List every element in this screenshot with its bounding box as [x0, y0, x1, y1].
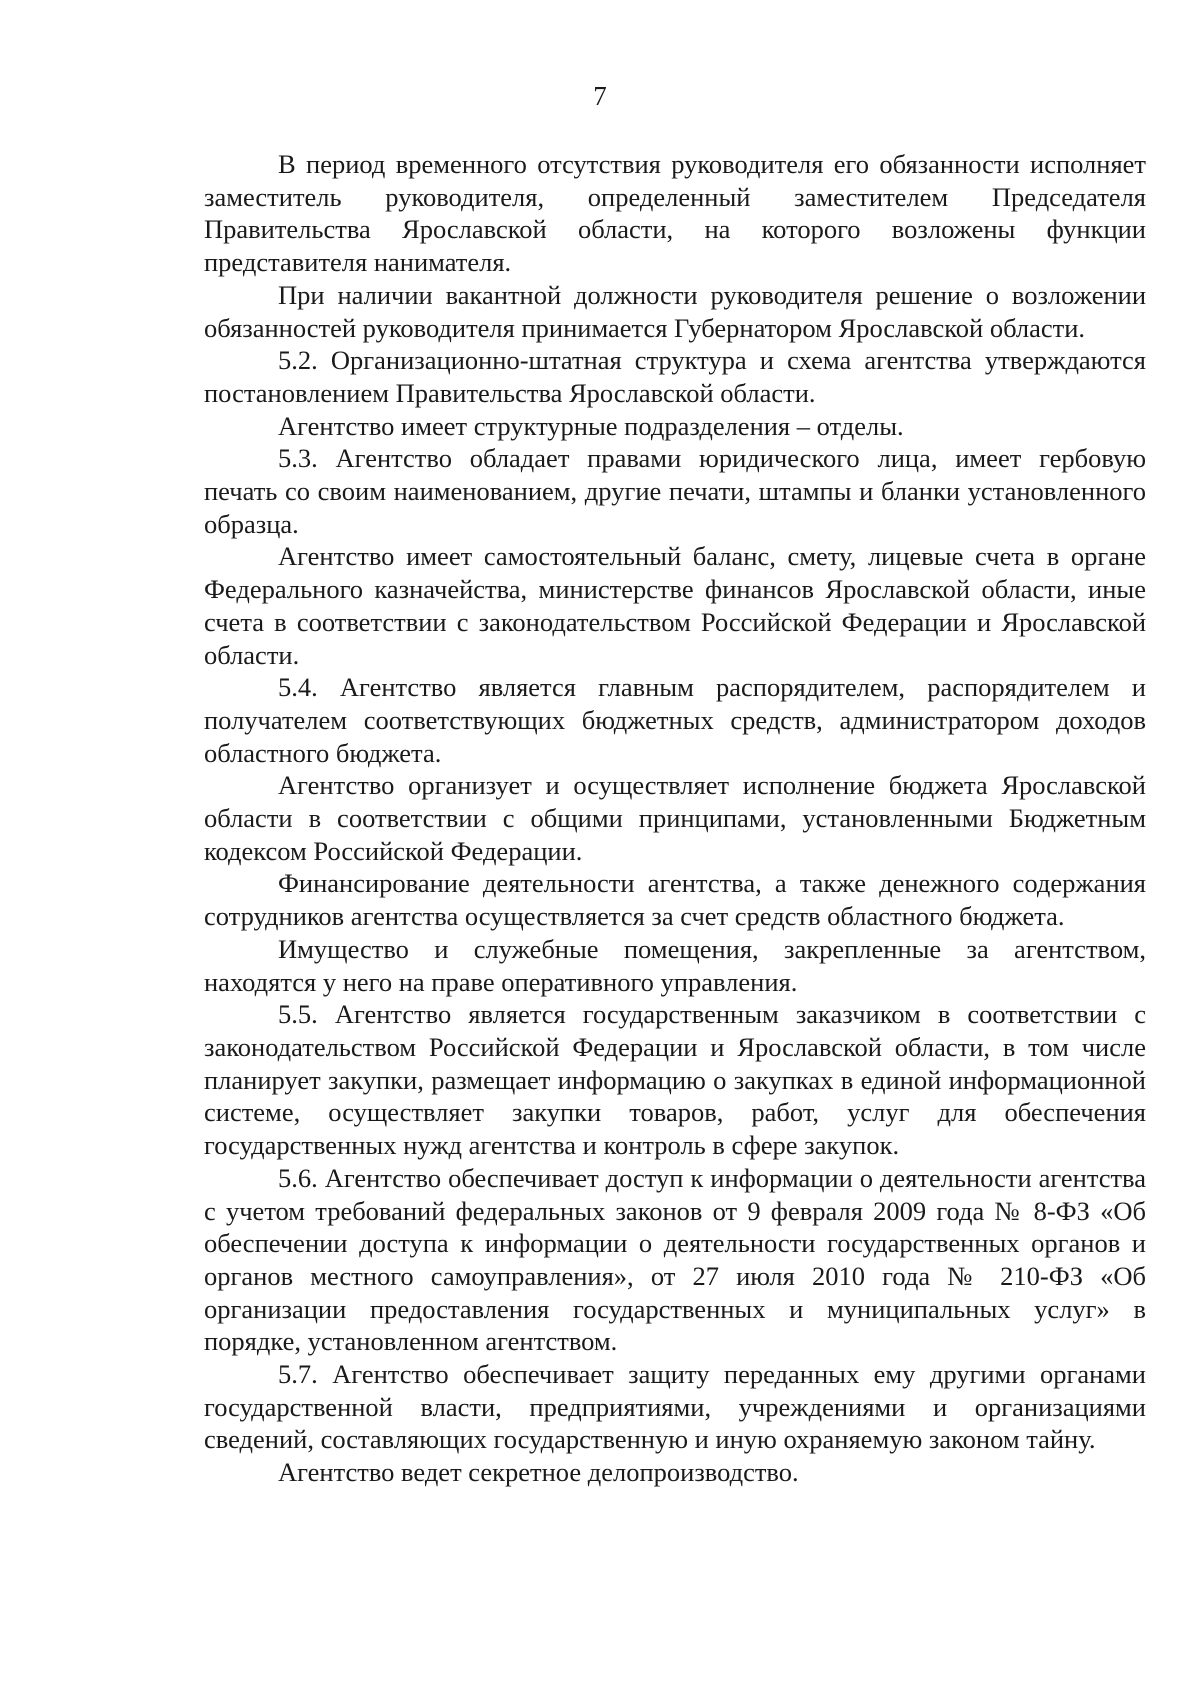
- document-body: [204, 148, 1146, 1489]
- paragraph-5-5: 5.5. Агентство является государственным заказчиком в соответствии с законодательством Российской Федерации и Ярославской области, в том числе планирует закупки, размещает информацию о закупках в единой информационной системе, осуществляет закупки товаров, работ, услуг для обеспечения государственных нужд агентства и контроль в сфере закупок.: [204, 999, 1146, 1161]
- paragraph-5-2: 5.2. Организационно-штатная структура и схема агентства утверждаются постановлением Правительства Ярославской области.: [204, 345, 1146, 408]
- paragraph-departments: Агентство имеет структурные подразделения – отделы.: [278, 410, 904, 441]
- paragraph-5-7: 5.7. Агентство обеспечивает защиту переданных ему другими органами государственной власти, предприятиями, учреждениями и организациями сведений, составляющих государственную и иную охраняемую законом тайну.: [204, 1359, 1146, 1455]
- paragraph-secret-records: Агентство ведет секретное делопроизводство.: [278, 1457, 799, 1488]
- paragraph-budget-execution: Агентство организует и осуществляет исполнение бюджета Ярославской области в соответствии с общими принципами, установленными Бюджетным кодексом Российской Федерации.: [204, 770, 1146, 866]
- paragraph-5-6: 5.6. Агентство обеспечивает доступ к информации о деятельности агентства с учетом требований федеральных законов от 9 февраля 2009 года № 8-ФЗ «Об обеспечении доступа к информации о деятельности государственных органов и органов местного самоуправления», от 27 июля 2010 года № 210-ФЗ «Об организации предоставления государственных и муниципальных услуг» в порядке, установленном агентством.: [204, 1162, 1146, 1357]
- paragraph-5-3: 5.3. Агентство обладает правами юридического лица, имеет гербовую печать со своим наименованием, другие печати, штампы и бланки установленного образца.: [204, 443, 1146, 539]
- paragraph-financing: Финансирование деятельности агентства, а также денежного содержания сотрудников агентства осуществляется за счет средств областного бюджета.: [204, 868, 1146, 932]
- paragraph-balance-accounts: Агентство имеет самостоятельный баланс, смету, лицевые счета в органе Федерального казначейства, министерстве финансов Ярославской области, иные счета в соответствии с законодательством Российской Федерации и Ярославской области.: [204, 541, 1146, 670]
- paragraph-property: Имущество и служебные помещения, закрепленные за агентством, находятся у него на праве оперативного управления.: [204, 933, 1146, 997]
- page-number: 7: [593, 81, 607, 111]
- paragraph-vacant-position: При наличии вакантной должности руководителя решение о возложении обязанностей руководителя принимается Губернатором Ярославской области.: [204, 279, 1146, 343]
- paragraph-acting-head: В период временного отсутствия руководителя его обязанности исполняет заместитель руководителя, определенный заместителем Председателя Правительства Ярославской области, на которого возложены функции представителя нанимателя.: [204, 149, 1146, 278]
- paragraph-5-4: 5.4. Агентство является главным распорядителем, распорядителем и получателем соответствующих бюджетных средств, администратором доходов областного бюджета.: [204, 672, 1146, 768]
